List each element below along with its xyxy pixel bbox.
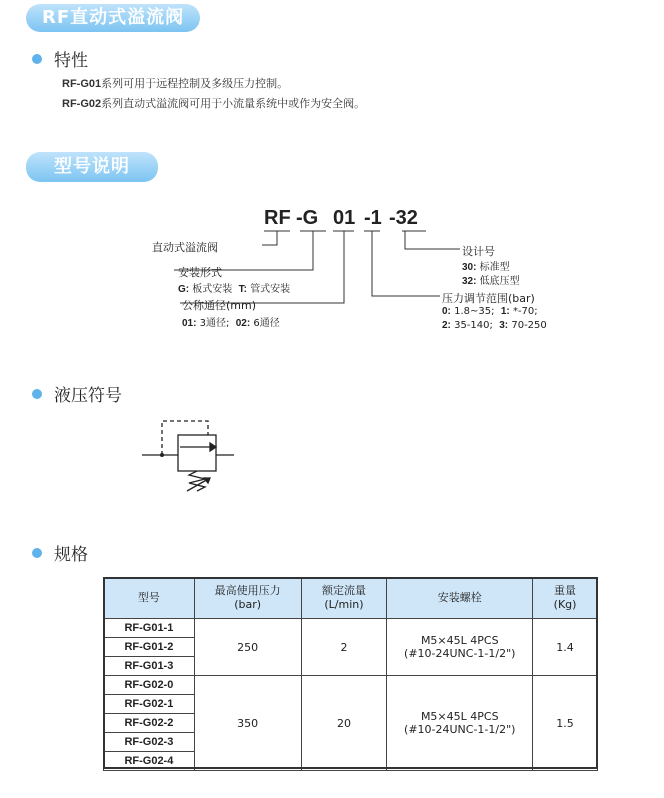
design-32 [462, 272, 520, 287]
header-weight-text: 重量 [554, 584, 577, 597]
design-32-text: 低底压型 [479, 276, 520, 287]
table-header-row [104, 578, 598, 619]
header-pressure-text: 最高使用压力 [214, 584, 281, 597]
model-banner-text: 型号说明 [54, 156, 130, 177]
mount-type-options [178, 280, 290, 295]
code-part-range: -1 [364, 207, 382, 229]
mount-type-title: 安装形式 [178, 266, 222, 279]
nominal-size-title: 公称通径(mm) [182, 299, 257, 312]
code-part-size: 01 [333, 207, 356, 229]
flow-cell: 2 [301, 619, 387, 676]
model-cell: RF-G02-2 [104, 714, 195, 733]
range-1-text: *-70; [512, 306, 538, 317]
bullet-dot-icon [32, 389, 42, 399]
table-row [104, 619, 598, 638]
size-02-code: 02: [235, 318, 251, 329]
model-cell: RF-G02-1 [104, 695, 195, 714]
header-weight-unit: (Kg) [553, 598, 577, 611]
code-part-rf: RF [264, 207, 291, 229]
specs-heading-text: 规格 [54, 545, 88, 565]
bolt-cell [387, 676, 533, 771]
mount-t-code: T: [238, 284, 247, 295]
header-flow-text: 额定流量 [321, 584, 366, 597]
pressure-cell: 250 [194, 619, 301, 676]
pressure-range-0-1 [442, 306, 538, 317]
model-cell: RF-G01-2 [104, 638, 195, 657]
table-row [104, 676, 598, 695]
header-flow [301, 578, 387, 619]
weight-cell: 1.5 [533, 676, 598, 771]
features-heading-text: 特性 [54, 51, 88, 71]
spec-table [103, 577, 598, 771]
range-2-text: 35-140; [454, 320, 493, 331]
size-01-text: 3通径; [199, 318, 230, 329]
design-32-code: 32: [462, 276, 477, 287]
specs-heading [32, 540, 88, 565]
bolt-spec: M5×45L 4PCS [420, 710, 499, 723]
header-bolt-text: 安装螺栓 [437, 591, 482, 604]
feature-model: RF-G02 [62, 98, 102, 110]
design-30 [462, 258, 510, 273]
bullet-dot-icon [32, 548, 42, 558]
valve-type-label: 直动式溢流阀 [152, 241, 218, 254]
title-banner-text: RF直动式溢流阀 [42, 7, 185, 28]
model-cell: RF-G02-4 [104, 752, 195, 771]
model-cell: RF-G02-3 [104, 733, 195, 752]
design-30-code: 30: [462, 262, 477, 273]
hydraulic-heading [32, 381, 122, 406]
mount-g-code: G: [178, 284, 190, 295]
design-number-title: 设计号 [462, 245, 495, 258]
nominal-size-options [182, 314, 280, 329]
code-part-g: -G [296, 207, 319, 229]
range-3-text: 70-250 [511, 320, 547, 331]
code-part-design: -32 [389, 207, 418, 229]
bolt-cell [387, 619, 533, 676]
model-cell: RF-G02-0 [104, 676, 195, 695]
range-0-code: 0: [442, 306, 451, 317]
weight-cell: 1.4 [533, 619, 598, 676]
mount-t-text: 管式安装 [250, 284, 291, 295]
size-02-text: 6通径 [253, 318, 280, 329]
model-cell: RF-G01-1 [104, 619, 195, 638]
header-pressure-unit: (bar) [234, 598, 262, 611]
model-cell: RF-G01-3 [104, 657, 195, 676]
size-01-code: 01: [182, 318, 197, 329]
hydraulic-heading-text: 液压符号 [54, 386, 122, 406]
bolt-spec-alt: (#10-24UNC-1-1/2") [404, 647, 516, 660]
range-1-code: 1: [500, 306, 510, 317]
pressure-cell: 350 [194, 676, 301, 771]
header-weight [533, 578, 598, 619]
feature-model: RF-G01 [62, 78, 102, 90]
pressure-range-title: 压力调节范围(bar) [442, 292, 535, 305]
range-0-text: 1.8~35; [454, 306, 495, 317]
header-flow-unit: (L/min) [324, 598, 364, 611]
range-3-code: 3: [499, 320, 509, 331]
range-2-code: 2: [442, 320, 451, 331]
feature-text: 系列直动式溢流阀可用于小流量系统中或作为安全阀。 [101, 97, 366, 110]
mount-g-text: 板式安装 [192, 284, 233, 295]
header-pressure [194, 578, 301, 619]
header-model-text: 型号 [137, 591, 160, 604]
header-model [104, 578, 195, 619]
bolt-spec: M5×45L 4PCS [420, 634, 499, 647]
feature-text: 系列可用于远程控制及多级压力控制。 [101, 77, 289, 90]
flow-cell: 20 [301, 676, 387, 771]
header-bolt [387, 578, 533, 619]
pressure-range-2-3 [442, 320, 547, 331]
bolt-spec-alt: (#10-24UNC-1-1/2") [404, 723, 516, 736]
relief-valve-symbol [140, 415, 240, 495]
design-30-text: 标准型 [479, 262, 510, 273]
